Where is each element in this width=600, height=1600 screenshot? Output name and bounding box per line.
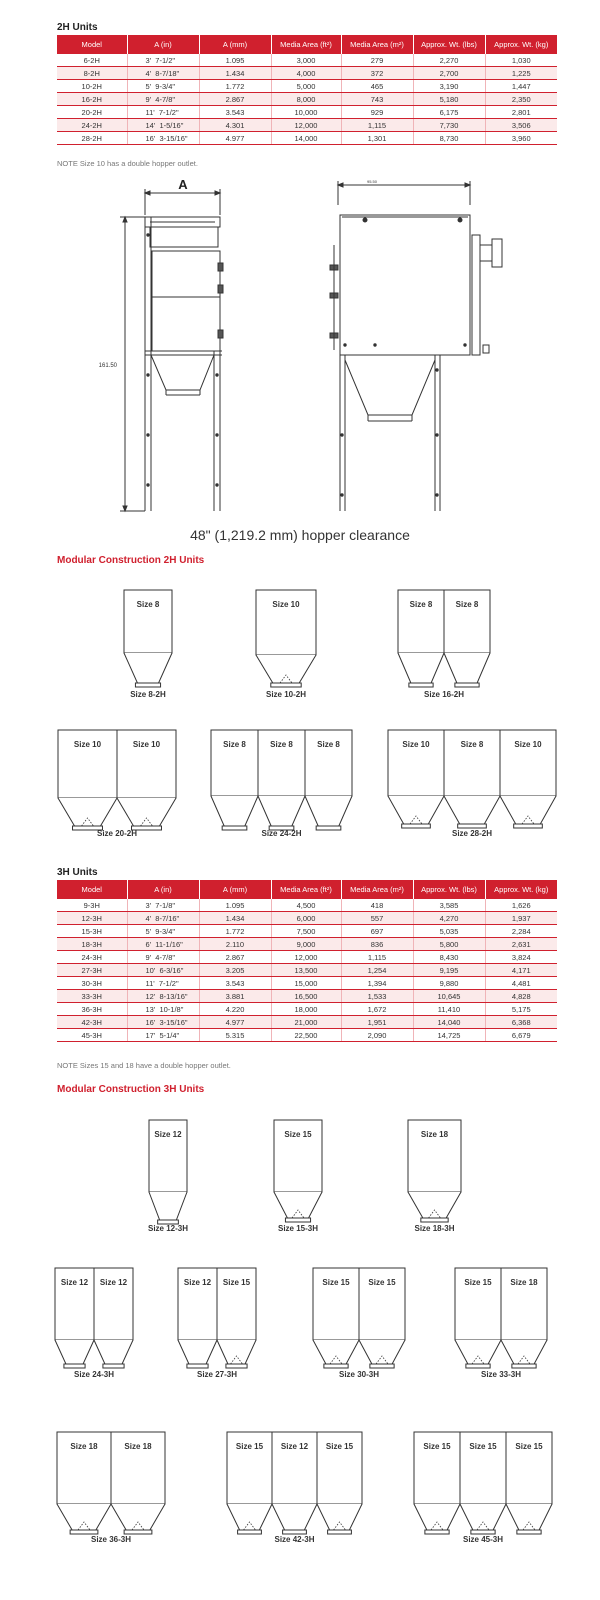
hopper-shape [256, 655, 316, 683]
hopper-shape [124, 653, 172, 683]
column-header: Approx. Wt. (kg) [485, 880, 557, 899]
table-cell: 697 [341, 925, 413, 938]
unit-caption: Size 28-2H [451, 829, 493, 838]
modular-unit [211, 730, 352, 838]
table-cell: 4,500 [271, 899, 341, 912]
modular-2h-diagrams [0, 570, 600, 860]
table-row [57, 1003, 557, 1016]
module-label: Size 8 [409, 600, 433, 609]
hopper-outlet [370, 1364, 394, 1368]
section-title-2h: 2H Units [57, 22, 98, 33]
modular-unit [227, 1432, 362, 1544]
table-cell: 9,000 [271, 938, 341, 951]
table-cell: 24-3H [57, 951, 127, 964]
table-row [57, 1029, 557, 1042]
table-cell: 3.543 [199, 106, 271, 119]
table-cell: 2,801 [485, 106, 557, 119]
table-cell: 1,937 [485, 912, 557, 925]
table-cell: 2,270 [413, 54, 485, 67]
table-cell: 1.772 [199, 80, 271, 93]
table-row [57, 119, 557, 132]
unit-caption: Size 15-3H [277, 1224, 319, 1233]
table-cell: 17' 5-1/4" [127, 1029, 199, 1042]
module-label: Size 8 [455, 600, 479, 609]
table-cell: 3' 7-1/8" [127, 899, 199, 912]
module-label: Size 15 [464, 1278, 492, 1287]
modular-unit [408, 1120, 461, 1233]
module-label: Size 15 [325, 1442, 354, 1451]
unit-caption: Size 8-2H [130, 690, 166, 699]
module-label: Size 15 [235, 1442, 264, 1451]
hopper-shape [55, 1340, 94, 1364]
table-row [57, 80, 557, 93]
table-cell: 5' 9-3/4" [127, 80, 199, 93]
module-label: Size 15 [515, 1442, 543, 1451]
hopper-outlet [283, 1530, 307, 1534]
table-cell: 4.220 [199, 1003, 271, 1016]
table-cell: 1,951 [341, 1016, 413, 1029]
table-row [57, 964, 557, 977]
column-header: A (in) [127, 35, 199, 54]
hopper-outlet [103, 1364, 124, 1368]
hopper-shape [217, 1340, 256, 1364]
module-label: Size 10 [73, 740, 102, 749]
table-cell: 2,090 [341, 1029, 413, 1042]
table-cell: 30-3H [57, 977, 127, 990]
table-cell: 9' 4-7/8" [127, 951, 199, 964]
column-header: A (mm) [199, 880, 271, 899]
table-cell: 12' 8-13/16" [127, 990, 199, 1003]
hopper-shape [178, 1340, 217, 1364]
modular-3h-title: Modular Construction 3H Units [57, 1084, 205, 1095]
module-label: Size 15 [322, 1278, 350, 1287]
table-cell: 13' 10-1/8" [127, 1003, 199, 1016]
table-cell: 5' 9-3/4" [127, 925, 199, 938]
dimension-a-label: A [178, 177, 188, 192]
table-row [57, 990, 557, 1003]
hopper-outlet [70, 1530, 98, 1534]
table-cell: 10-2H [57, 80, 127, 93]
table-cell: 1.434 [199, 912, 271, 925]
table-cell: 18-3H [57, 938, 127, 951]
hopper-outlet [316, 826, 341, 830]
table-cell: 4,481 [485, 977, 557, 990]
note-3h: NOTE Sizes 15 and 18 have a double hopper outlet. [57, 1061, 231, 1070]
hopper-outlet [512, 1364, 536, 1368]
hopper-shape [408, 1192, 461, 1218]
hopper-outlet [402, 824, 431, 828]
column-header: Model [57, 880, 127, 899]
table-cell: 4,270 [413, 912, 485, 925]
module-label: Size 10 [514, 740, 542, 749]
hopper-shape [58, 798, 117, 826]
column-header: Model [57, 35, 127, 54]
hopper-shape [500, 796, 556, 824]
modular-unit [148, 1120, 188, 1233]
table-cell: 20-2H [57, 106, 127, 119]
table-cell: 1,115 [341, 119, 413, 132]
table-cell: 4,000 [271, 67, 341, 80]
module-label: Size 8 [317, 740, 340, 749]
table-cell: 14,725 [413, 1029, 485, 1042]
module-label: Size 8 [460, 740, 484, 749]
table-cell: 1.095 [199, 54, 271, 67]
table-row [57, 132, 557, 145]
hopper-outlet [64, 1364, 85, 1368]
table-cell: 6-2H [57, 54, 127, 67]
table-cell: 5.315 [199, 1029, 271, 1042]
table-cell: 14,040 [413, 1016, 485, 1029]
unit-caption: Size 45-3H [462, 1535, 504, 1544]
table-cell: 2.110 [199, 938, 271, 951]
unit-caption: Size 12-3H [147, 1224, 189, 1233]
table-cell: 15-3H [57, 925, 127, 938]
modular-unit [57, 1432, 165, 1544]
hopper-shape [444, 653, 490, 683]
table-cell: 14,000 [271, 132, 341, 145]
table-cell: 3.881 [199, 990, 271, 1003]
table-cell: 8,430 [413, 951, 485, 964]
hopper-outlet [471, 1530, 495, 1534]
table-cell: 1,672 [341, 1003, 413, 1016]
table-cell: 3.205 [199, 964, 271, 977]
modular-unit [58, 730, 176, 838]
column-header: A (in) [127, 880, 199, 899]
modular-3h-diagrams [0, 1100, 600, 1580]
hopper-outlet [425, 1530, 449, 1534]
table-cell: 4,171 [485, 964, 557, 977]
table-cell: 8,000 [271, 93, 341, 106]
table-cell: 16' 3-15/16" [127, 1016, 199, 1029]
table-cell: 2,700 [413, 67, 485, 80]
table-cell: 1,533 [341, 990, 413, 1003]
unit-caption: Size 24-2H [261, 829, 302, 838]
modular-unit [178, 1268, 256, 1379]
hopper-shape [414, 1504, 460, 1530]
table-cell: 7,730 [413, 119, 485, 132]
table-cell: 18,000 [271, 1003, 341, 1016]
hopper-outlet [187, 1364, 208, 1368]
table-cell: 9,880 [413, 977, 485, 990]
table-cell: 4' 8-7/18" [127, 67, 199, 80]
hopper-shape [506, 1504, 552, 1530]
module-label: Size 18 [70, 1442, 98, 1451]
table-cell: 465 [341, 80, 413, 93]
table-cell: 3,824 [485, 951, 557, 964]
table-cell: 418 [341, 899, 413, 912]
module-label: Size 18 [420, 1130, 449, 1139]
module-label: Size 15 [222, 1278, 251, 1287]
hopper-shape [94, 1340, 133, 1364]
modular-unit [55, 1268, 133, 1379]
hopper-outlet [226, 1364, 247, 1368]
table-cell: 5,035 [413, 925, 485, 938]
unit-caption: Size 16-2H [423, 690, 465, 699]
hopper-shape [460, 1504, 506, 1530]
hopper-outlet [455, 683, 479, 687]
table-cell: 836 [341, 938, 413, 951]
table-cell: 27-3H [57, 964, 127, 977]
table-row [57, 951, 557, 964]
table-cell: 1,254 [341, 964, 413, 977]
column-header: Approx. Wt. (kg) [485, 35, 557, 54]
hopper-shape [359, 1340, 405, 1364]
modular-unit [455, 1268, 547, 1379]
table-cell: 1,225 [485, 67, 557, 80]
table-cell: 557 [341, 912, 413, 925]
table-row [57, 54, 557, 67]
column-header: Media Area (m²) [341, 880, 413, 899]
hopper-shape [313, 1340, 359, 1364]
table-cell: 22,500 [271, 1029, 341, 1042]
table-cell: 3,585 [413, 899, 485, 912]
table-row [57, 106, 557, 119]
table-cell: 5,800 [413, 938, 485, 951]
hopper-shape [57, 1504, 111, 1530]
module-label: Size 12 [280, 1442, 309, 1451]
table-cell: 1,115 [341, 951, 413, 964]
table-cell: 3' 7-1/2" [127, 54, 199, 67]
table-cell: 8-2H [57, 67, 127, 80]
table-cell: 2,350 [485, 93, 557, 106]
hopper-shape [501, 1340, 547, 1364]
table-cell: 12,000 [271, 951, 341, 964]
hopper-outlet [328, 1530, 352, 1534]
unit-caption: Size 27-3H [196, 1370, 238, 1379]
unit-caption: Size 30-3H [338, 1370, 380, 1379]
table-cell: 3.543 [199, 977, 271, 990]
hopper-shape [305, 796, 352, 826]
module-label: Size 12 [183, 1278, 212, 1287]
table-row [57, 925, 557, 938]
spec-table-2h [57, 35, 557, 145]
table-cell: 16' 3-15/16" [127, 132, 199, 145]
hopper-outlet [421, 1218, 448, 1222]
table-cell: 11' 7-1/2" [127, 106, 199, 119]
unit-caption: Size 24-3H [73, 1370, 115, 1379]
table-cell: 15,000 [271, 977, 341, 990]
table-header-row [57, 35, 557, 54]
table-cell: 6,368 [485, 1016, 557, 1029]
hopper-outlet [124, 1530, 152, 1534]
unit-caption: Size 33-3H [480, 1370, 522, 1379]
table-cell: 36-3H [57, 1003, 127, 1016]
table-cell: 3,506 [485, 119, 557, 132]
dimension-height-label: 161.50 [98, 363, 117, 369]
table-row [57, 938, 557, 951]
table-cell: 7,500 [271, 925, 341, 938]
table-cell: 2,284 [485, 925, 557, 938]
table-cell: 2,631 [485, 938, 557, 951]
modular-unit [274, 1120, 322, 1233]
table-cell: 24-2H [57, 119, 127, 132]
table-cell: 5,175 [485, 1003, 557, 1016]
hopper-shape [211, 796, 258, 826]
table-cell: 14' 1-5/16" [127, 119, 199, 132]
unit-caption: Size 18-3H [414, 1224, 455, 1233]
module-label: Size 8 [223, 740, 246, 749]
table-cell: 8,730 [413, 132, 485, 145]
table-cell: 9,195 [413, 964, 485, 977]
column-header: A (mm) [199, 35, 271, 54]
column-header: Media Area (m²) [341, 35, 413, 54]
table-cell: 1,626 [485, 899, 557, 912]
spec-table-3h [57, 880, 557, 1042]
module-label: Size 10 [402, 740, 430, 749]
table-cell: 372 [341, 67, 413, 80]
table-cell: 1.772 [199, 925, 271, 938]
column-header: Media Area (ft²) [271, 880, 341, 899]
table-cell: 4.977 [199, 1016, 271, 1029]
table-cell: 929 [341, 106, 413, 119]
hopper-shape [444, 796, 500, 824]
hopper-shape [388, 796, 444, 824]
hopper-outlet [222, 826, 247, 830]
table-cell: 1,394 [341, 977, 413, 990]
module-label: Size 18 [510, 1278, 538, 1287]
table-cell: 9-3H [57, 899, 127, 912]
hopper-outlet [324, 1364, 348, 1368]
column-header: Approx. Wt. (lbs) [413, 880, 485, 899]
table-cell: 12,000 [271, 119, 341, 132]
table-cell: 3,000 [271, 54, 341, 67]
hopper-shape [117, 798, 176, 826]
hopper-outlet [466, 1364, 490, 1368]
module-label: Size 10 [272, 600, 300, 609]
table-cell: 3,190 [413, 80, 485, 93]
table-cell: 1.095 [199, 899, 271, 912]
table-cell: 5,180 [413, 93, 485, 106]
table-cell: 6' 11-1/16" [127, 938, 199, 951]
unit-caption: Size 10-2H [265, 690, 307, 699]
table-cell: 2.867 [199, 951, 271, 964]
hopper-outlet [285, 1218, 310, 1222]
table-cell: 16-2H [57, 93, 127, 106]
hopper-shape [111, 1504, 165, 1530]
table-cell: 6,000 [271, 912, 341, 925]
table-cell: 10,645 [413, 990, 485, 1003]
modular-unit [313, 1268, 405, 1379]
unit-caption: Size 36-3H [90, 1535, 132, 1544]
table-cell: 4,828 [485, 990, 557, 1003]
dimension-width-label: 95.50 [366, 179, 378, 184]
table-row [57, 899, 557, 912]
hopper-outlet [271, 683, 301, 687]
modular-unit [124, 590, 172, 699]
table-cell: 1,030 [485, 54, 557, 67]
hopper-shape [227, 1504, 272, 1530]
module-label: Size 15 [469, 1442, 497, 1451]
table-cell: 1,447 [485, 80, 557, 93]
table-cell: 279 [341, 54, 413, 67]
dust-collector-drawing [0, 175, 600, 535]
hopper-shape [398, 653, 444, 683]
note-2h: NOTE Size 10 has a double hopper outlet. [57, 159, 198, 168]
table-cell: 45-3H [57, 1029, 127, 1042]
modular-unit [414, 1432, 552, 1544]
hopper-outlet [517, 1530, 541, 1534]
hopper-shape [258, 796, 305, 826]
module-label: Size 12 [154, 1130, 182, 1139]
table-cell: 10,000 [271, 106, 341, 119]
hopper-outlet [409, 683, 433, 687]
section-title-3h: 3H Units [57, 867, 98, 878]
hopper-shape [274, 1192, 322, 1218]
modular-2h-title: Modular Construction 2H Units [57, 555, 205, 566]
hopper-shape [149, 1192, 187, 1220]
table-row [57, 977, 557, 990]
table-cell: 743 [341, 93, 413, 106]
hopper-clearance-text: 48" (1,219.2 mm) hopper clearance [190, 527, 410, 543]
table-cell: 4' 8-7/16" [127, 912, 199, 925]
table-cell: 10' 6-3/16" [127, 964, 199, 977]
column-header: Media Area (ft²) [271, 35, 341, 54]
module-label: Size 8 [270, 740, 293, 749]
hopper-outlet [135, 683, 160, 687]
hopper-outlet [458, 824, 487, 828]
table-cell: 5,000 [271, 80, 341, 93]
table-cell: 11,410 [413, 1003, 485, 1016]
table-cell: 4.977 [199, 132, 271, 145]
modular-unit [398, 590, 490, 699]
module-label: Size 15 [284, 1130, 312, 1139]
unit-caption: Size 20-2H [96, 829, 138, 838]
hopper-outlet [238, 1530, 262, 1534]
table-cell: 3,960 [485, 132, 557, 145]
modular-unit [256, 590, 316, 699]
table-cell: 12-3H [57, 912, 127, 925]
module-label: Size 15 [423, 1442, 451, 1451]
hopper-outlet [514, 824, 543, 828]
table-cell: 11' 7-1/2" [127, 977, 199, 990]
table-row [57, 67, 557, 80]
column-header: Approx. Wt. (lbs) [413, 35, 485, 54]
table-cell: 6,175 [413, 106, 485, 119]
table-cell: 4.301 [199, 119, 271, 132]
table-cell: 6,679 [485, 1029, 557, 1042]
table-cell: 1.434 [199, 67, 271, 80]
module-label: Size 12 [99, 1278, 128, 1287]
unit-caption: Size 42-3H [274, 1535, 315, 1544]
table-cell: 1,301 [341, 132, 413, 145]
table-cell: 42-3H [57, 1016, 127, 1029]
hopper-shape [272, 1504, 317, 1530]
module-label: Size 12 [60, 1278, 89, 1287]
table-cell: 33-3H [57, 990, 127, 1003]
table-header-row [57, 880, 557, 899]
hopper-shape [317, 1504, 362, 1530]
module-label: Size 10 [132, 740, 161, 749]
table-cell: 2.867 [199, 93, 271, 106]
table-cell: 13,500 [271, 964, 341, 977]
table-cell: 9' 4-7/8" [127, 93, 199, 106]
module-label: Size 18 [124, 1442, 152, 1451]
table-row [57, 912, 557, 925]
table-cell: 16,500 [271, 990, 341, 1003]
table-row [57, 93, 557, 106]
table-cell: 21,000 [271, 1016, 341, 1029]
hopper-shape [455, 1340, 501, 1364]
module-label: Size 8 [136, 600, 160, 609]
modular-unit [388, 730, 556, 838]
module-label: Size 15 [368, 1278, 396, 1287]
table-row [57, 1016, 557, 1029]
table-cell: 28-2H [57, 132, 127, 145]
